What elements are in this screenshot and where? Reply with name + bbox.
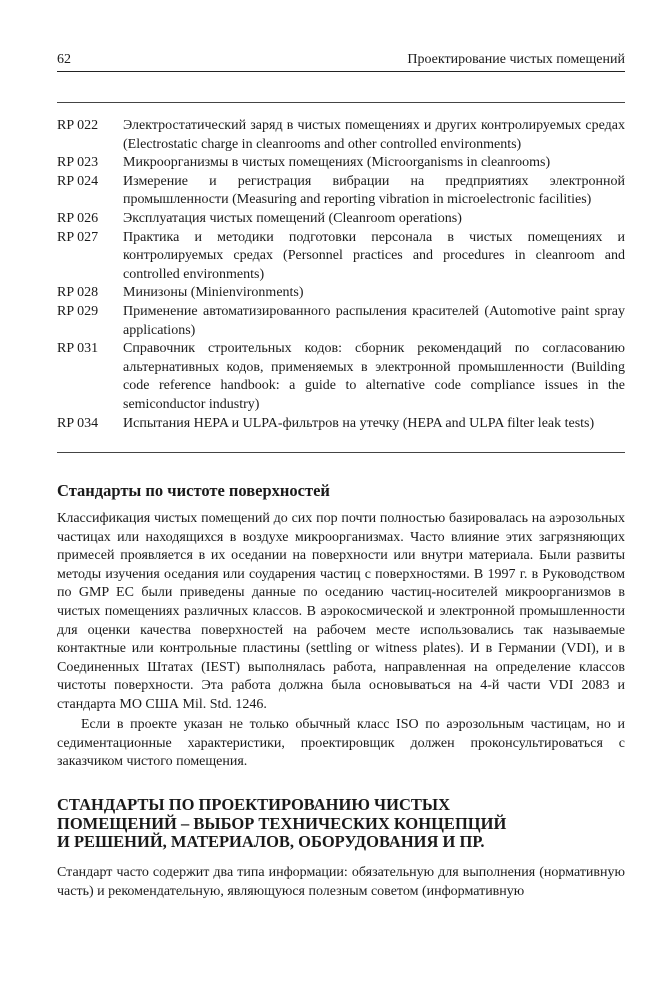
rp-description: Минизоны (Minienvironments) — [123, 285, 304, 301]
rp-description: Эксплуатация чистых помещений (Cleanroom operations) — [123, 210, 462, 226]
list-item — [57, 340, 625, 414]
heading-line: И РЕШЕНИЙ, МАТЕРИАЛОВ, ОБОРУДОВАНИЯ И ПР. — [57, 832, 485, 851]
list-item — [57, 173, 625, 210]
rp-code: RP 031 — [57, 341, 99, 357]
section-paragraph: Если в проекте указан не только обычный класс ISO по аэрозольным частицам, но и седиментационные характеристики, проектировщик должен проконсультироваться с заказчиком чистого помещения. — [57, 717, 625, 770]
rp-description: Испытания HEPA и ULPA-фильтров на утечку (HEPA and ULPA filter leak tests) — [123, 415, 595, 431]
rp-code: RP 024 — [57, 173, 99, 189]
rp-code: RP 022 — [57, 118, 99, 133]
rp-description: Электростатический заряд в чистых помещениях и других контролируемых средах (Electrostatic charge in cleanrooms and other controlled environments) — [123, 118, 625, 152]
rp-code: RP 023 — [57, 155, 99, 171]
heading-line: ПОМЕЩЕНИЙ – ВЫБОР ТЕХНИЧЕСКИХ КОНЦЕПЦИЙ — [57, 813, 507, 833]
rp-code: RP 034 — [57, 415, 99, 431]
list-item — [57, 229, 625, 285]
table-top-rule — [57, 102, 625, 103]
running-title: Проектирование чистых помещений — [407, 52, 625, 67]
running-header — [57, 52, 625, 70]
rp-code: RP 029 — [57, 303, 99, 319]
rp-description: Измерение и регистрация вибрации на предприятиях электронной промышленности (Measuring and reporting vibration in microelectronic facilities) — [123, 173, 625, 208]
header-rule — [57, 71, 625, 72]
page-number: 62 — [57, 52, 71, 67]
list-item — [57, 210, 625, 229]
list-item — [57, 303, 625, 340]
rp-code: RP 027 — [57, 229, 99, 245]
rp-description: Применение автоматизированного распыления красителей (Automotive paint spray applications) — [123, 303, 625, 338]
rp-description: Справочник строительных кодов: сборник рекомендаций по согласованию альтернативных кодов, применяемых в электронной промышленности (Building code reference handbook: a guide to alternative code compliance issues in the semiconductor industry) — [123, 341, 625, 412]
table-bottom-rule — [57, 452, 625, 453]
section-paragraph: Стандарт часто содержит два типа информации: обязательную для выполнения (нормативную часть) и рекомендательную, являющуюся полезным советом (информативную — [57, 865, 625, 899]
rp-description: Практика и методики подготовки персонала в чистых помещениях и контролируемых средах (Personnel practices and procedures in cleanroom and controlled environments) — [123, 229, 625, 282]
rp-standards-list — [57, 117, 625, 433]
section-paragraph: Классификация чистых помещений до сих пор почти полностью базировалась на аэрозольных частицах или находящихся в воздухе микроорганизмах. Часто влияние этих загрязняющих примесей проявляется в их оседании на поверхности или внутри материала. Были развиты методы изучения оседания или соударения частиц с поверхностями. В 1997 г. в Руководством по GMP ЕС были приведены данные по оседанию частиц-носителей микроорганизмов в чистых помещениях различных классов. В аэрокосмической и электронной промышленности для оценки качества поверхностей на рабочем месте использовались так называемые контактные или контрольные пластины (settling or witness plates). И в Германии (VDI), и в Соединенных Штатах (IEST) выполнялась работа, направленная на определение классов чистоты поверхности. Эта работа должна была основываться на 4-й части VDI 2083 и стандарта МО США Mil. Std. 1246. — [57, 511, 625, 712]
heading-line: СТАНДАРТЫ ПО ПРОЕКТИРОВАНИЮ ЧИСТЫХ — [57, 795, 451, 814]
section-heading — [57, 796, 506, 852]
list-item — [57, 284, 625, 303]
section-heading: Стандарты по чистоте поверхностей — [57, 481, 330, 500]
list-item — [57, 117, 625, 154]
rp-code: RP 028 — [57, 285, 99, 301]
list-item — [57, 154, 625, 173]
rp-code: RP 026 — [57, 210, 99, 226]
list-item — [57, 415, 625, 434]
rp-description: Микроорганизмы в чистых помещениях (Microorganisms in cleanrooms) — [123, 155, 551, 171]
